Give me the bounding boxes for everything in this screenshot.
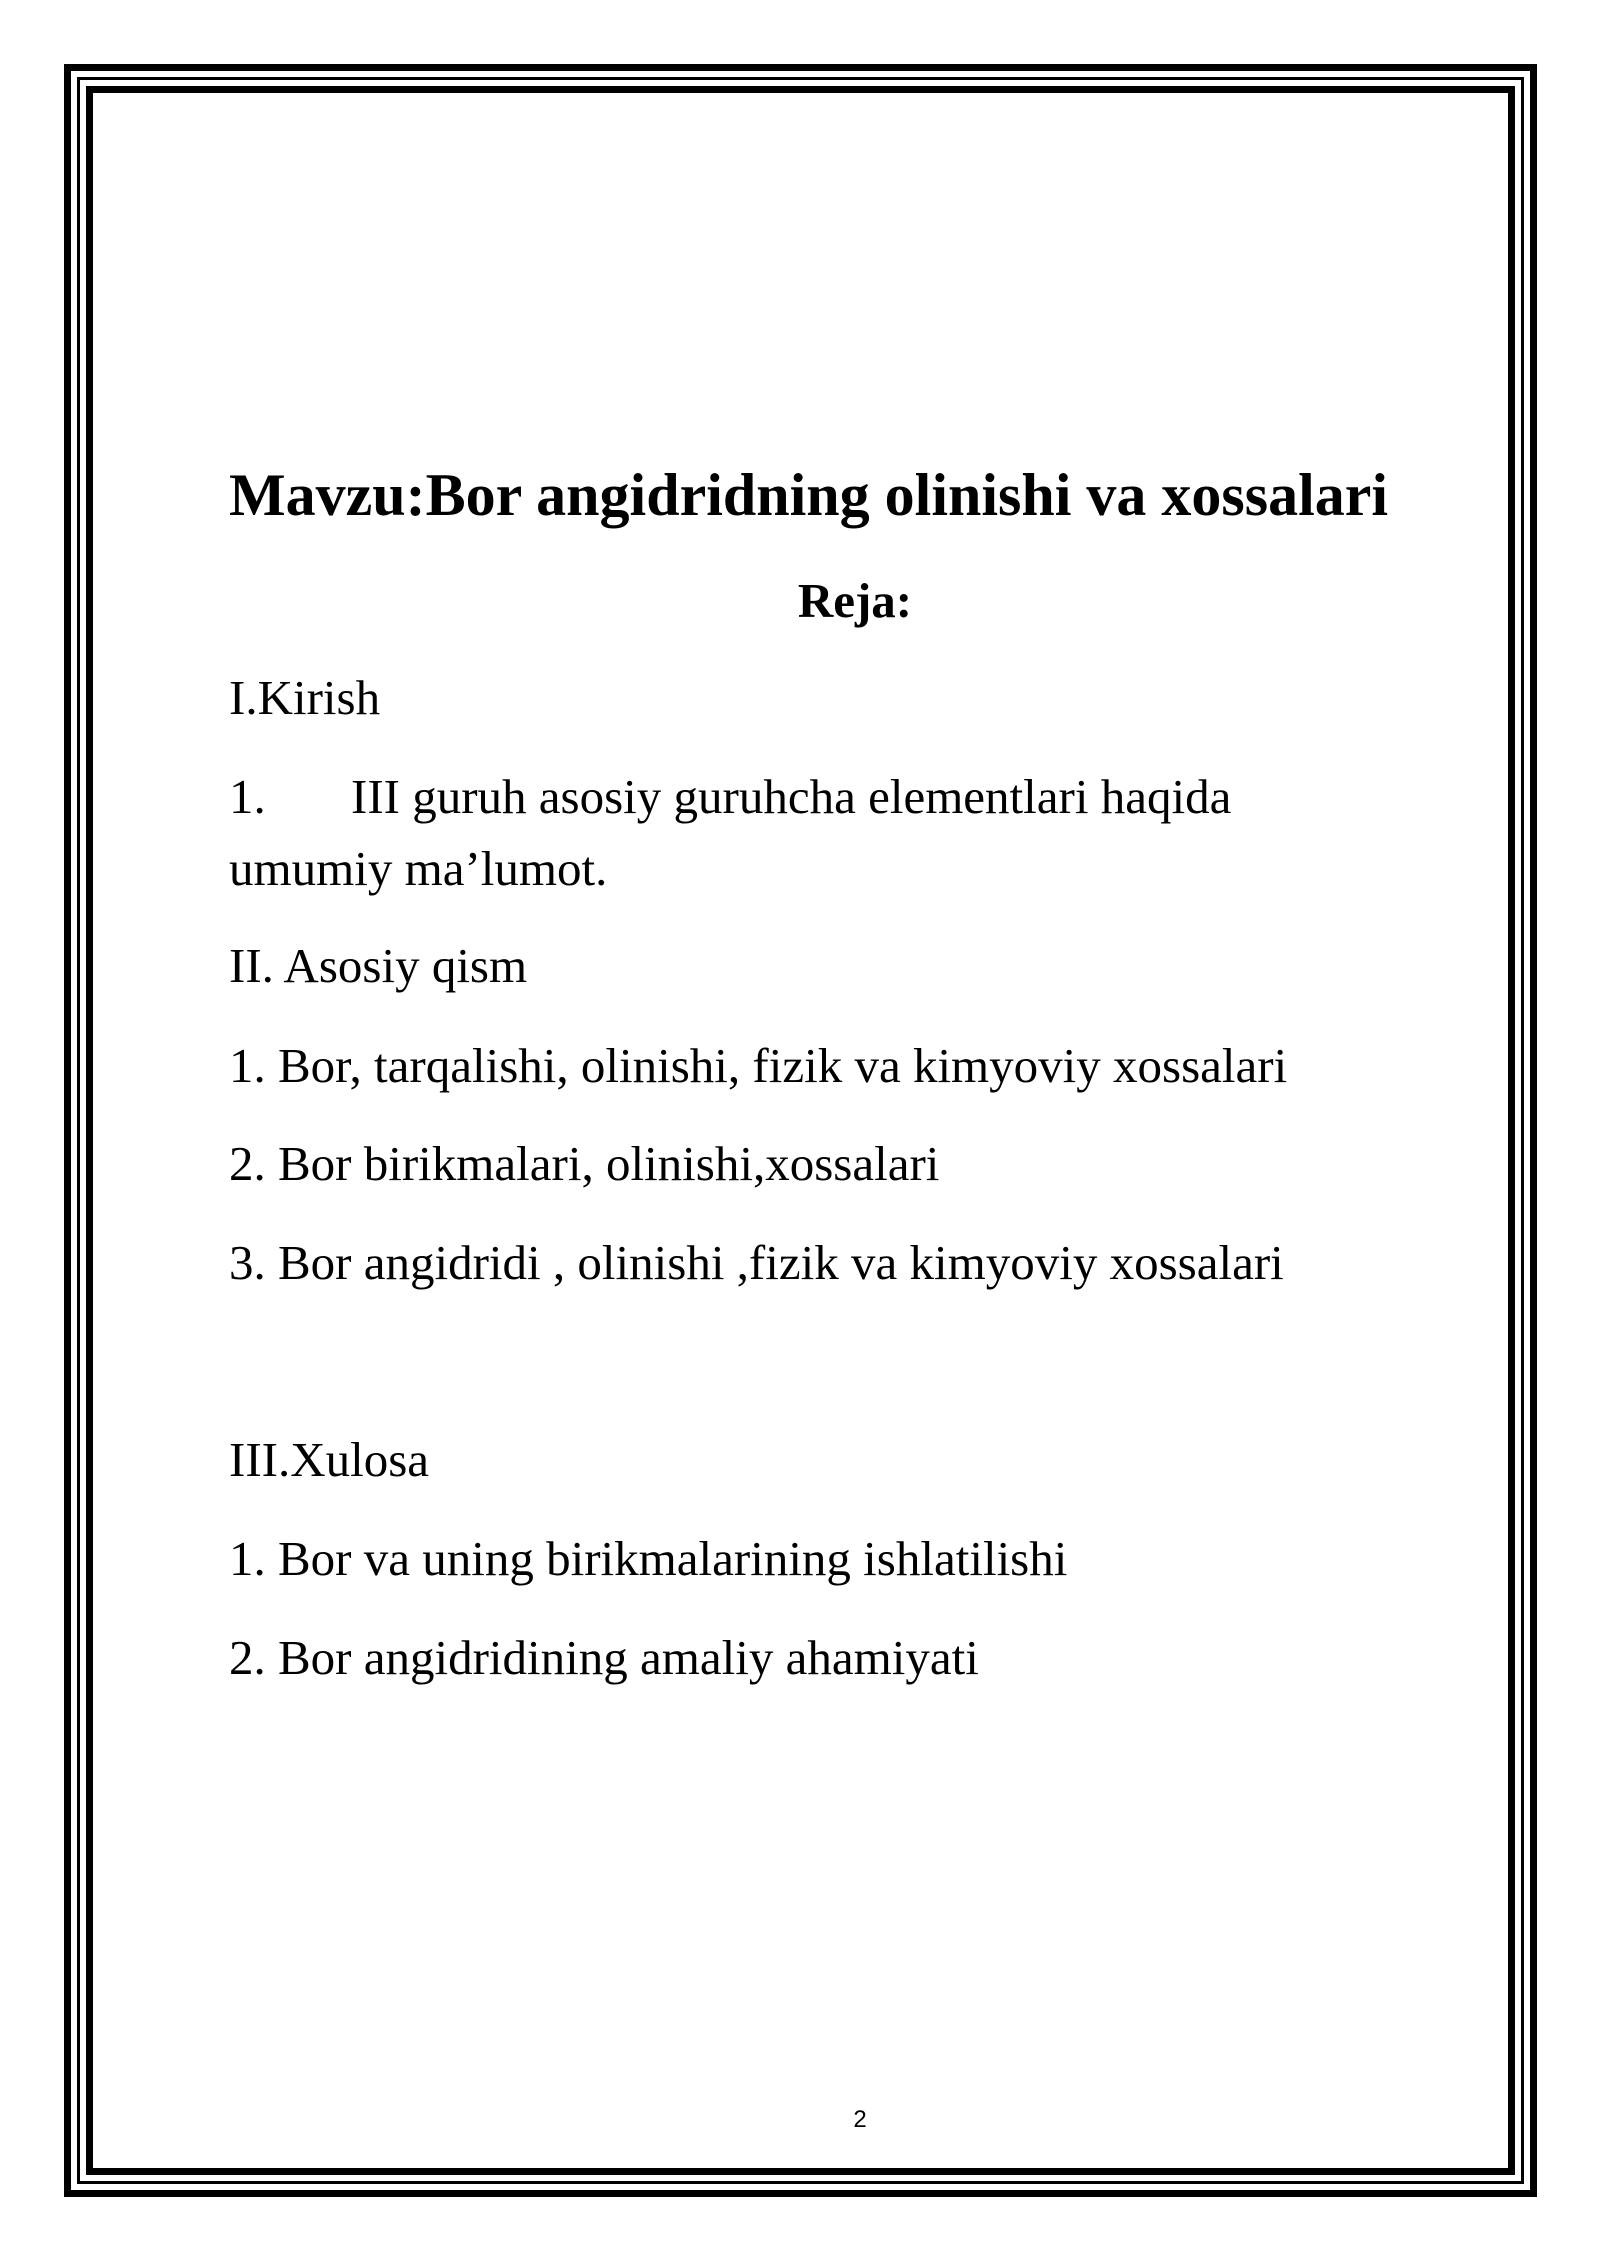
list-item-text: III guruh asosiy guruhcha elementlari haqida [351, 769, 1232, 824]
page-number: 2 [853, 2106, 867, 2133]
list-item: 2. Bor angidridining amaliy ahamiyati [229, 1630, 979, 1685]
list-item: 2. Bor birikmalari, olinishi,xossalari [229, 1136, 940, 1191]
list-item: 1. Bor, tarqalishi, olinishi, fizik va kimyoviy xossalari [229, 1038, 1288, 1093]
list-item-continuation: umumiy ma’lumot. [229, 841, 608, 896]
section-heading-main-part: II. Asosiy qism [229, 938, 528, 993]
page-border-inner [86, 86, 1515, 2175]
plan-heading: Reja: [797, 573, 913, 628]
section-heading-conclusion: III.Xulosa [229, 1432, 430, 1487]
list-item [229, 770, 1231, 824]
document-title: Mavzu:Bor angidridning olinishi va xossalari [229, 462, 1389, 528]
list-item-number: 1. [229, 769, 266, 824]
list-item: 1. Bor va uning birikmalarining ishlatilishi [229, 1531, 1068, 1586]
section-heading-introduction: I.Kirish [229, 670, 381, 725]
list-item: 3. Bor angidridi , olinishi ,fizik va kimyoviy xossalari [229, 1235, 1284, 1290]
